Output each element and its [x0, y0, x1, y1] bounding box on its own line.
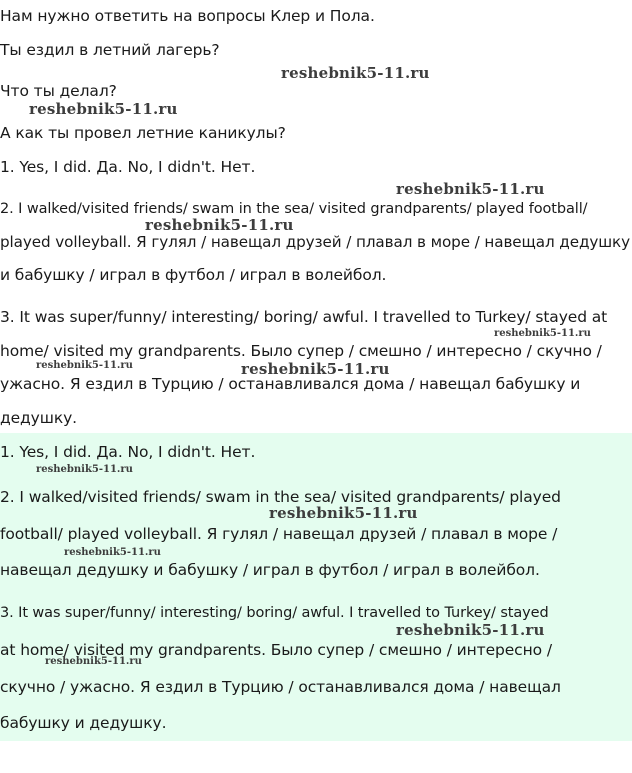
question-2: Что ты делал?: [0, 82, 117, 100]
watermark: reshebnik5-11.ru: [269, 504, 418, 522]
watermark: reshebnik5-11.ru: [45, 656, 142, 667]
watermark: reshebnik5-11.ru: [36, 360, 133, 371]
question-1: Ты ездил в летний лагерь?: [0, 41, 220, 59]
watermark: reshebnik5-11.ru: [36, 464, 133, 475]
highlighted-answer-2-line-1: 2. I walked/visited friends/ swam in the sea/ visited grandparents/ played: [0, 488, 561, 506]
highlighted-answer-3-line-3: скучно / ужасно. Я ездил в Турцию / останавливался дома / навещал: [0, 678, 561, 696]
answer-3-line-3: ужасно. Я ездил в Турцию / останавливался дома / навещал бабушку и: [0, 375, 581, 393]
answer-2-line-2: played volleyball. Я гулял / навещал друзей / плавал в море / навещал дедушку: [0, 233, 630, 251]
watermark: reshebnik5-11.ru: [396, 621, 545, 639]
highlighted-answer-3-line-2: at home/ visited my grandparents. Было супер / смешно / интересно /: [0, 641, 552, 659]
watermark: reshebnik5-11.ru: [29, 100, 178, 118]
answer-3-line-4: дедушку.: [0, 409, 77, 427]
watermark: reshebnik5-11.ru: [241, 360, 390, 378]
highlighted-answer-1: 1. Yes, I did. Да. No, I didn't. Нет.: [0, 443, 256, 461]
watermark: reshebnik5-11.ru: [145, 216, 294, 234]
watermark: reshebnik5-11.ru: [64, 547, 161, 558]
answer-2-line-3: и бабушку / играл в футбол / играл в волейбол.: [0, 266, 387, 284]
watermark: reshebnik5-11.ru: [494, 328, 591, 339]
watermark: reshebnik5-11.ru: [281, 64, 430, 82]
highlighted-answer-3-line-1: 3. It was super/funny/ interesting/ boring/ awful. I travelled to Turkey/ stayed: [0, 605, 549, 621]
highlighted-answer-3-line-4: бабушку и дедушку.: [0, 714, 167, 732]
highlighted-answer-2-line-3: навещал дедушку и бабушку / играл в футбол / играл в волейбол.: [0, 561, 540, 579]
watermark: reshebnik5-11.ru: [396, 180, 545, 198]
question-3: А как ты провел летние каникулы?: [0, 124, 286, 142]
answer-3-line-2: home/ visited my grandparents. Было супер / смешно / интересно / скучно /: [0, 342, 602, 360]
answer-2-line-1: 2. I walked/visited friends/ swam in the sea/ visited grandparents/ played football/: [0, 201, 588, 217]
answer-3-line-1: 3. It was super/funny/ interesting/ boring/ awful. I travelled to Turkey/ stayed at: [0, 308, 608, 326]
answer-1: 1. Yes, I did. Да. No, I didn't. Нет.: [0, 158, 256, 176]
highlighted-answer-2-line-2: football/ played volleyball. Я гулял / навещал друзей / плавал в море /: [0, 525, 558, 543]
intro-text: Нам нужно ответить на вопросы Клер и Пола.: [0, 7, 375, 25]
